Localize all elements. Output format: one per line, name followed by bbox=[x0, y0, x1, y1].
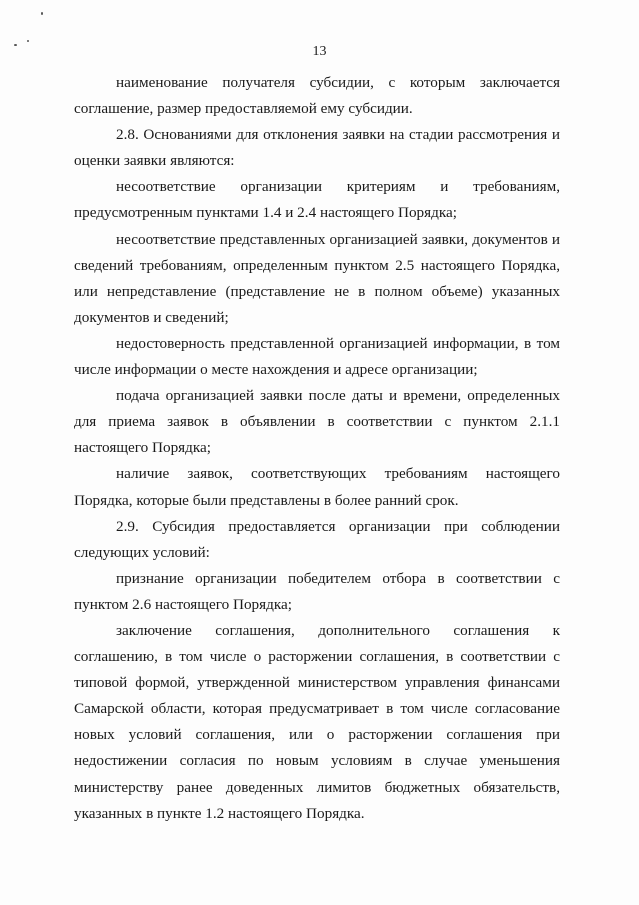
paragraph: наличие заявок, соответствующих требованиям настоящего Порядка, которые были представлены в более ранний срок. bbox=[74, 465, 560, 509]
document-body bbox=[74, 70, 560, 827]
paragraph: заключение соглашения, дополнительного соглашения к соглашению, в том числе о расторжении соглашения, в соответствии с типовой формой, утвержденной министерством управления финансами Самарской области, которая предусматривает в том числе согласование новых условий соглашения, или о расторжении соглашения при недостижении согласия по новым условиям в случае уменьшения министерству ранее доведенных лимитов бюджетных обязательств, указанных в пункте 1.2 настоящего Порядка. bbox=[74, 621, 560, 822]
paragraph: признание организации победителем отбора в соответствии с пунктом 2.6 настоящего Порядка; bbox=[74, 569, 560, 613]
paragraph: подача организацией заявки после даты и времени, определенных для приема заявок в объявлении в соответствии с пунктом 2.1.1 настоящего Порядка; bbox=[74, 387, 560, 457]
paragraph: 2.9. Субсидия предоставляется организации при соблюдении следующих условий: bbox=[74, 517, 560, 561]
scan-speck bbox=[41, 12, 43, 15]
paragraph: несоответствие организации критериям и требованиям, предусмотренным пунктами 1.4 и 2.4 настоящего Порядка; bbox=[74, 178, 560, 222]
paragraph: 2.8. Основаниями для отклонения заявки на стадии рассмотрения и оценки заявки являются: bbox=[74, 126, 560, 170]
paragraph: наименование получателя субсидии, с которым заключается соглашение, размер предоставляемой ему субсидии. bbox=[74, 74, 560, 118]
paragraph: недостоверность представленной организацией информации, в том числе информации о месте нахождения и адресе организации; bbox=[74, 334, 560, 379]
paragraph: несоответствие представленных организацией заявки, документов и сведений требованиям, определенным пунктом 2.5 настоящего Порядка, или непредставление (представление не в полном объеме) указанных документов и сведений; bbox=[74, 230, 560, 326]
scan-speck bbox=[27, 40, 29, 42]
page-number: 13 bbox=[312, 44, 327, 59]
